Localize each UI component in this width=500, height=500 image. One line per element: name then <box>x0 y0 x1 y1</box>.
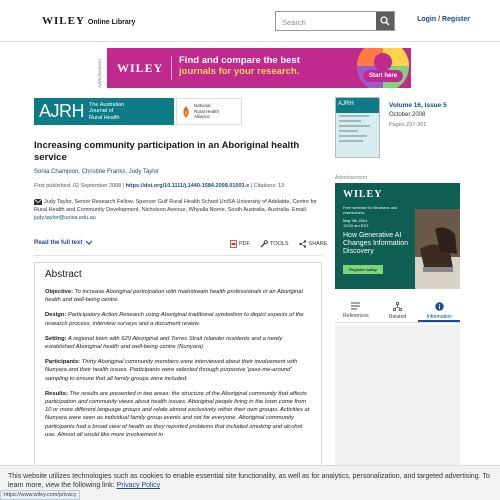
document-lines-icon <box>351 302 360 310</box>
hands-on-laptop-image <box>415 209 460 289</box>
article-authors[interactable]: Sonia Champion, Christine Franks, Judy Taylor <box>34 169 159 175</box>
logo-online-library-text: Online Library <box>87 19 136 26</box>
cookie-text: This website utilizes technologies such as cookies to enable essential site functionality, as well as for analytics, personalization, and targeted advertising. To learn more, view the following link: <box>8 473 490 489</box>
envelope-icon <box>34 199 42 205</box>
tab-information[interactable]: Information <box>418 301 460 322</box>
abstract-design: Design: Participatory Action Research using Aboriginal traditional symbolism to depict aspects of the research process, interview surveys and a document review. <box>45 312 304 327</box>
information-panel <box>335 325 460 465</box>
register-today-button[interactable]: Register today <box>343 265 383 274</box>
doi-link[interactable]: https://doi.org/10.1111/j.1440-1584.2008.01003.x <box>125 183 250 189</box>
article-meta: First published: 02 September 2008 | https://doi.org/10.1111/j.1440-1584.2008.01003.x | Citations: 13 <box>34 183 285 189</box>
article-tools <box>230 240 328 248</box>
issue-month: October 2008 <box>389 112 426 118</box>
read-full-text-link[interactable]: Read the full text <box>34 240 93 246</box>
side-ad-date: May 9th 2024 12:00 am EDT <box>343 218 369 228</box>
cover-header: AJRH <box>336 98 379 113</box>
share-button[interactable]: SHARE <box>299 240 328 248</box>
side-ad-banner[interactable] <box>335 183 460 289</box>
abstract-heading: Abstract <box>45 269 82 280</box>
logo-wiley-text: WILEY <box>42 15 85 27</box>
author-email-link[interactable]: judy.taylor@unisa.edu.au <box>34 215 96 221</box>
search-box <box>275 11 395 31</box>
top-ad-label: Advertisement <box>97 59 102 88</box>
chevron-down-icon <box>85 240 93 246</box>
side-ad-label: Advertisement <box>335 175 367 181</box>
abstract-results: Results: The results are presented in two areas: the structure of the Aboriginal community that affects participation and community views about health issues. Aboriginal people living in the town come from 10 or more different language groups and relate almost exclusively within their own groups. Activities at Nunyara were seen as individual family group events and not for everyone. Aboriginal community participants had a broad view of health as they reported problems that included smoking and alcohol use. Almost all would like more involvement in <box>45 390 310 438</box>
wrench-icon <box>260 240 268 248</box>
sidebar-tabs <box>335 301 460 323</box>
banner-headline: Find and compare the best journals for your research. <box>179 55 300 77</box>
side-ad-subtitle: Free webinar for librarians and researchers <box>343 205 398 215</box>
citations-count[interactable]: Citations: 13 <box>253 183 285 189</box>
tab-references[interactable]: References <box>335 301 377 322</box>
abstract-setting: Setting: A regional town with 629 Aboriginal and Torres Strait Islander residents and a newly established Aboriginal health and well-being centre (Nunyara). <box>45 335 283 351</box>
share-icon <box>299 240 307 248</box>
journal-abbr: AJRH <box>39 101 85 121</box>
abstract-objective: Objective: To increase Aboriginal participation with mainstream health professionals in an Aboriginal health and well-being centre. <box>45 289 303 304</box>
info-icon <box>435 302 444 311</box>
article-title: Increasing community participation in an Aboriginal health service <box>34 140 300 163</box>
search-icon <box>380 16 390 26</box>
section-divider <box>34 255 322 256</box>
wiley-online-library-logo[interactable] <box>42 15 135 27</box>
top-ad-banner[interactable] <box>107 48 411 88</box>
start-here-button[interactable]: Start here <box>363 70 403 82</box>
pdf-button[interactable]: PDF <box>230 240 250 248</box>
nrha-flame-icon <box>181 106 191 118</box>
site-header <box>0 0 500 42</box>
first-published: First published: 02 September 2008 <box>34 183 122 189</box>
journal-cover-thumbnail[interactable] <box>335 97 380 158</box>
privacy-policy-link[interactable]: Privacy Policy <box>116 482 161 489</box>
banner-wiley-logo: WILEY <box>117 61 164 75</box>
tab-related[interactable]: Related <box>377 301 419 322</box>
partner-name: National Rural Health Alliance <box>194 103 220 120</box>
pdf-icon <box>230 240 237 248</box>
abstract-participants: Participants: Thirty Aboriginal community members were interviewed about their involvement with Nunyara and their health issues. Participants were selected through purposive 'pass-me-around' sampling to ensure that all family groups were included. <box>45 359 298 382</box>
login-register-link[interactable]: Login / Register <box>417 16 470 23</box>
journal-logo-ajrh[interactable] <box>34 98 174 125</box>
browser-status-url: https://www.wiley.com/privacy <box>0 490 80 500</box>
search-button[interactable] <box>376 12 394 30</box>
side-ad-wiley-logo: WILEY <box>343 189 383 200</box>
banner-divider <box>171 56 172 80</box>
journal-full-name: The Australian Journal of Rural Health <box>89 101 125 121</box>
search-input[interactable] <box>276 14 376 32</box>
side-ad-headline: How Generative AI Changes Information Discovery <box>343 232 408 255</box>
issue-pages: Pages 297-301 <box>389 122 427 128</box>
network-icon <box>393 302 402 311</box>
issue-volume-link[interactable]: Volume 16, Issue 5 <box>389 102 447 109</box>
partner-logo-nrha[interactable] <box>176 98 242 125</box>
banner-color-wheel-graphic <box>339 48 411 88</box>
tools-button[interactable]: TOOLS <box>260 240 289 248</box>
author-affiliation: Judy Taylor, Senior Research Fellow, Spencer Gulf Rural Health School UniSA University of Adelaide, Centre for Rural Health and Community Development, Nicholson Avenue, Whyalla Norrie, South Australia, Australia. Email: judy.taylor@unisa.edu.au <box>34 199 317 221</box>
cover-text-lines <box>336 113 379 147</box>
